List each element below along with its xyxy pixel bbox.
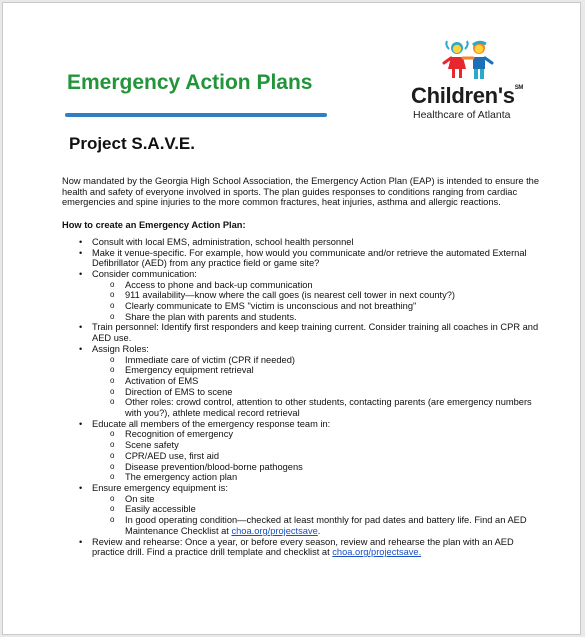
sub-list-item: o Disease prevention/blood-borne pathogens bbox=[62, 462, 542, 473]
sub-list-item: o Emergency equipment retrieval bbox=[62, 365, 542, 376]
list-item: • Consider communication: bbox=[62, 269, 542, 280]
list-item bbox=[62, 537, 542, 558]
list-item-text: Review and rehearse: Once a year, or before every season, review and rehearse the plan with an AED practice drill. Find a practice drill template and checklist at bbox=[92, 536, 514, 558]
sub-list-item: o Recognition of emergency bbox=[62, 429, 542, 440]
sub-list-item: o Immediate care of victim (CPR if needed) bbox=[62, 355, 542, 366]
document-body bbox=[62, 176, 542, 558]
main-list bbox=[62, 237, 542, 558]
list-item: • Ensure emergency equipment is: bbox=[62, 483, 542, 494]
sub-list-item: o Easily accessible bbox=[62, 504, 542, 515]
sub-list-item: o Activation of EMS bbox=[62, 376, 542, 387]
sub-list-item-end: . bbox=[317, 525, 321, 536]
sub-list-item: o Direction of EMS to scene bbox=[62, 387, 542, 398]
sub-list-item: o Share the plan with parents and students. bbox=[62, 312, 542, 323]
childrens-logo bbox=[409, 39, 529, 121]
service-mark: SM bbox=[514, 85, 524, 91]
sub-list-item: o CPR/AED use, first aid bbox=[62, 451, 542, 462]
list-item: • Educate all members of the emergency response team in: bbox=[62, 419, 542, 430]
document-page bbox=[2, 2, 581, 635]
intro-paragraph: Now mandated by the Georgia High School Association, the Emergency Action Plan (EAP) is intended to ensure the health and safety of everyone involved in sports. The plan guides responses to conditions ranging from cardiac emergencies and spine injuries to the more common fractures, heat injuries, asthma and allergic reactions. bbox=[62, 176, 539, 208]
project-save-link[interactable]: choa.org/projectsave. bbox=[332, 547, 422, 558]
sub-list-item: o Access to phone and back-up communication bbox=[62, 280, 542, 291]
title-underline bbox=[65, 113, 327, 117]
children-figures-icon bbox=[439, 39, 499, 83]
logo-subtitle: Healthcare of Atlanta bbox=[413, 109, 511, 121]
project-save-link[interactable]: choa.org/projectsave bbox=[231, 525, 318, 536]
sub-list-item: o On site bbox=[62, 494, 542, 505]
list-item: • Consult with local EMS, administration, school health personnel bbox=[62, 237, 542, 248]
list-item: • Assign Roles: bbox=[62, 344, 542, 355]
logo-name: Children's℠ bbox=[411, 83, 524, 108]
sub-list-item-text: In good operating condition—checked at least monthly for pad dates and battery life. Find an AED Maintenance Checklist at bbox=[125, 515, 527, 536]
sub-list-item: o Scene safety bbox=[62, 440, 542, 451]
section-title: Project S.A.V.E. bbox=[69, 134, 195, 153]
howto-heading: How to create an Emergency Action Plan: bbox=[62, 220, 246, 231]
sub-list-item: o Clearly communicate to EMS "victim is unconscious and not breathing" bbox=[62, 301, 542, 312]
list-item: • Train personnel: Identify first responders and keep training current. Consider training all coaches in CPR and AED use. bbox=[62, 322, 542, 343]
sub-list-item bbox=[62, 515, 542, 536]
list-item: • Make it venue-specific. For example, how would you communicate and/or retrieve the automated External Defibrillator (AED) from any practice field or game site? bbox=[62, 248, 542, 269]
sub-list-item: o 911 availability—know where the call goes (is nearest cell tower in next county?) bbox=[62, 290, 542, 301]
sub-list-item: o Other roles: crowd control, attention to other students, contacting parents (are emergency numbers with you?), athlete medical record retrieval bbox=[62, 397, 542, 418]
sub-list-item: o The emergency action plan bbox=[62, 472, 542, 483]
page-title: Emergency Action Plans bbox=[67, 71, 313, 94]
